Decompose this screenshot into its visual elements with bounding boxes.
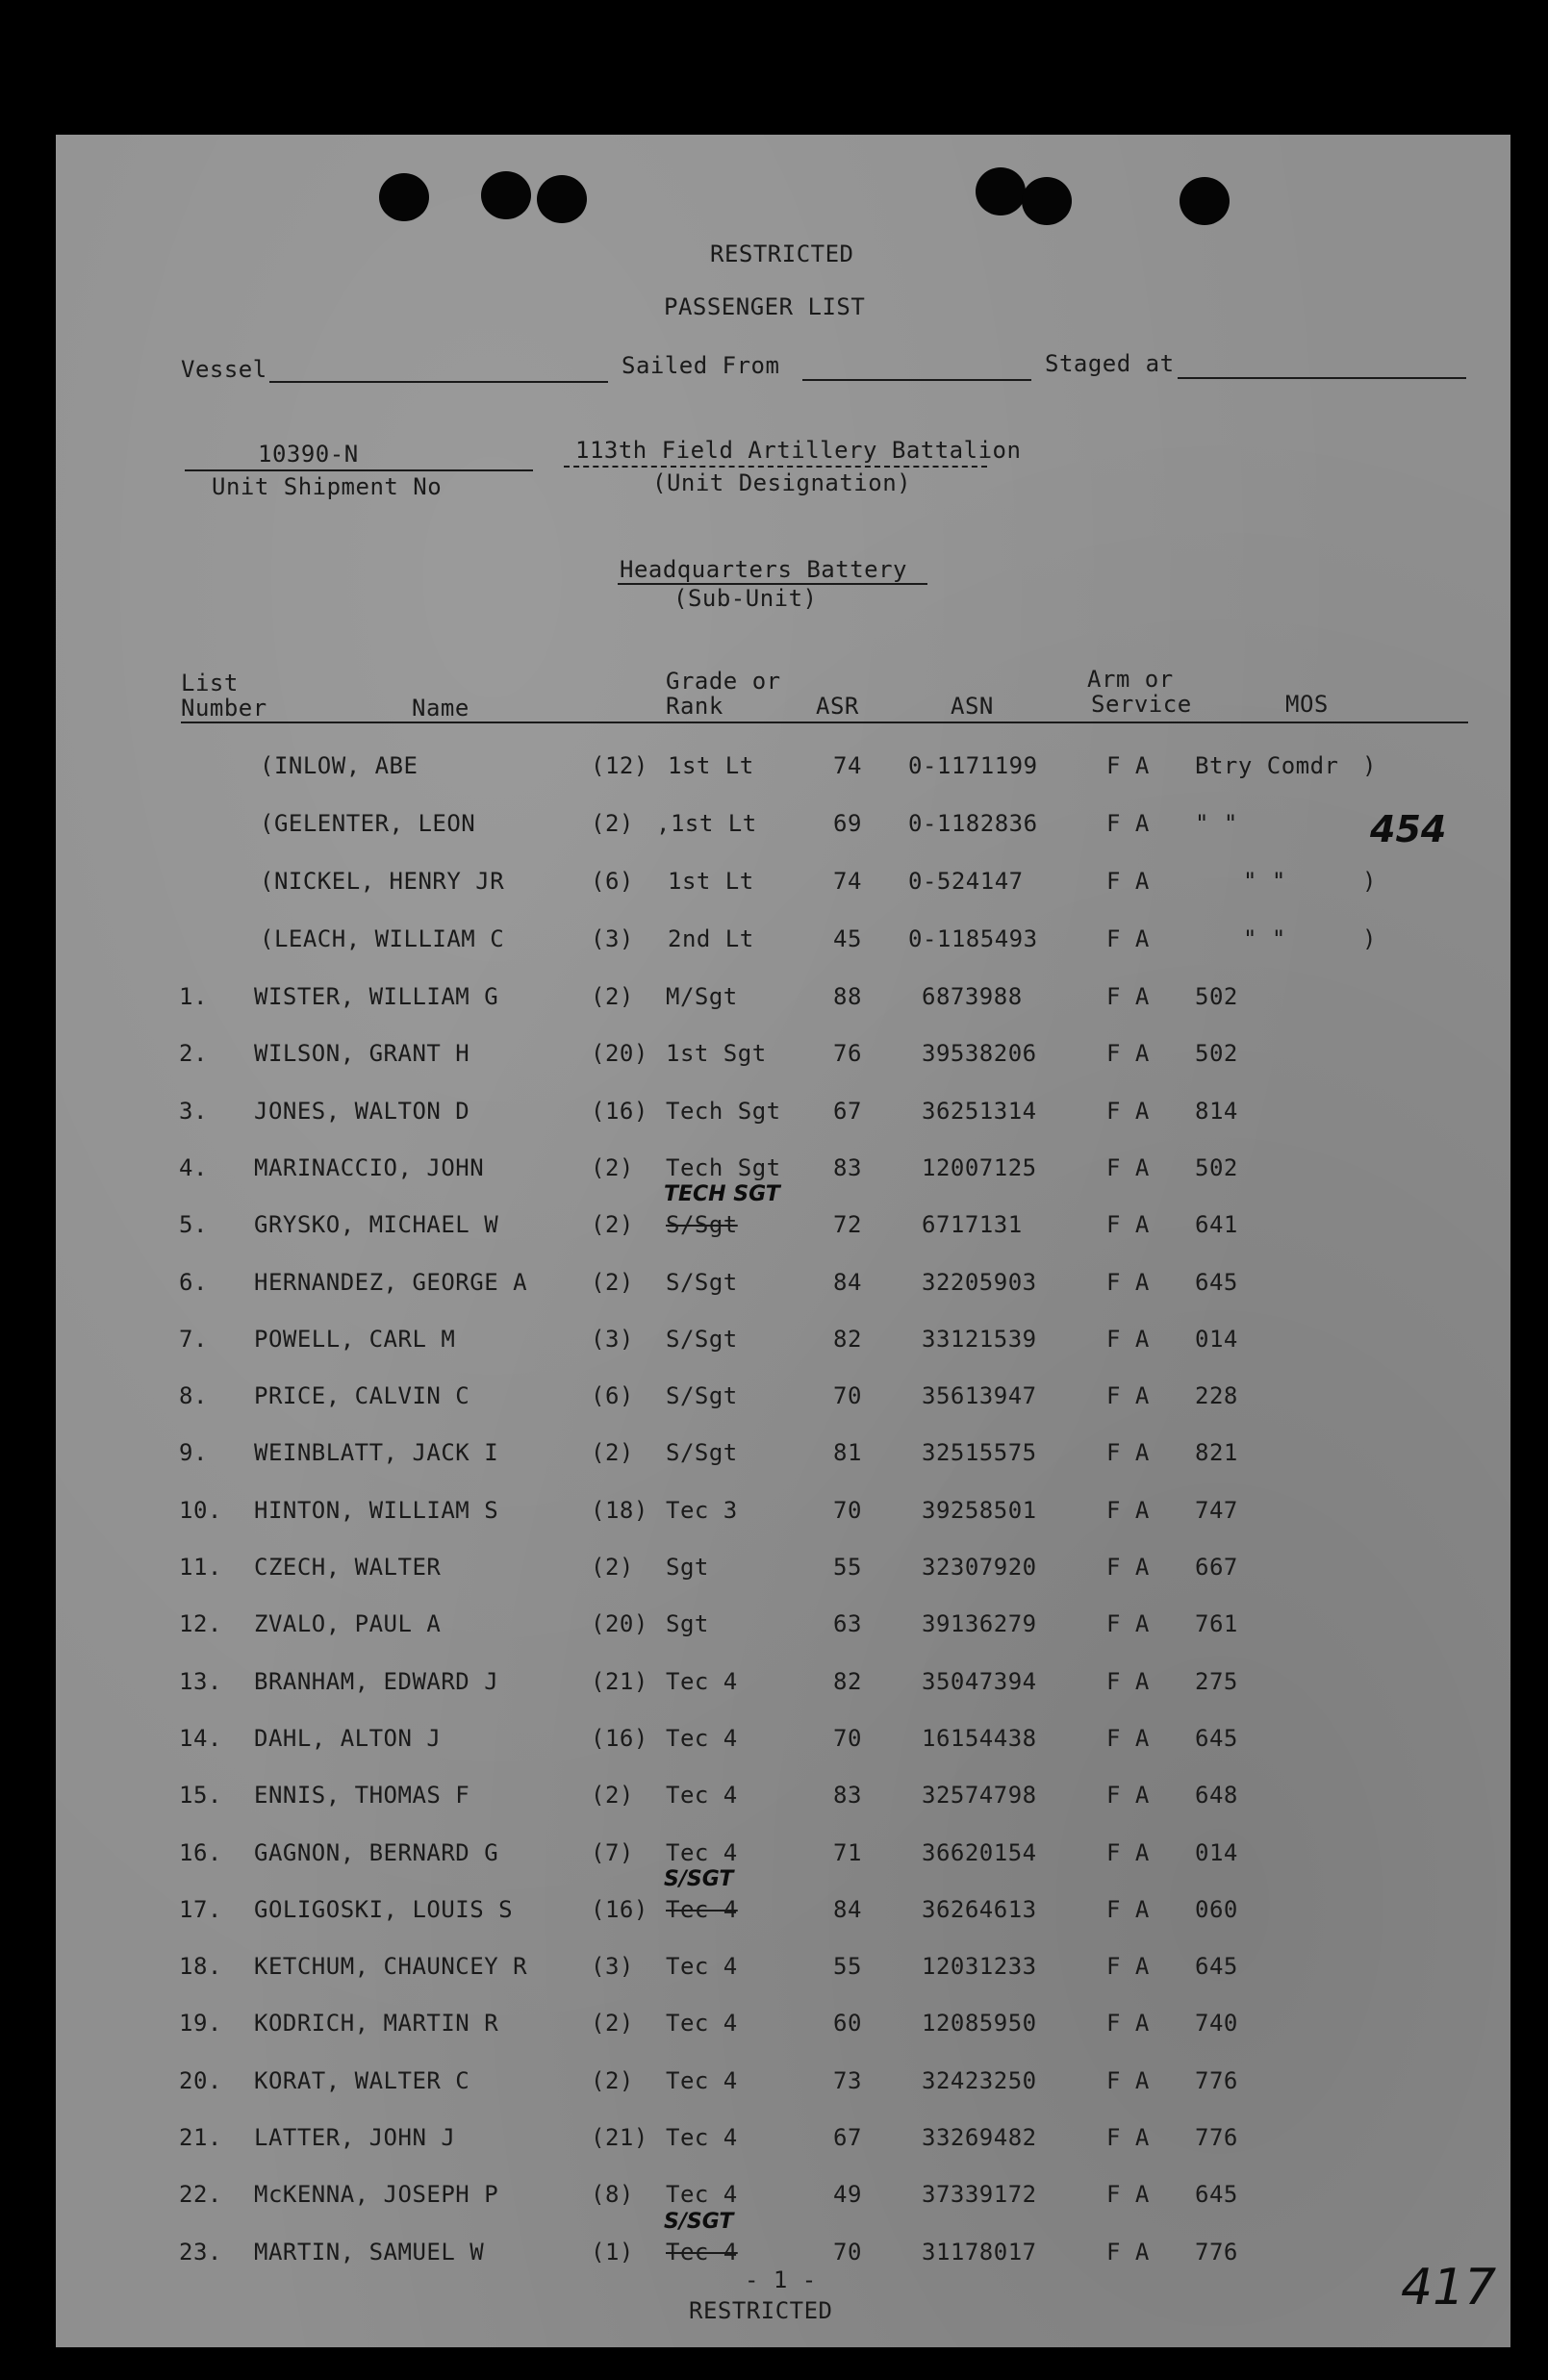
row-asn: 36251314 (922, 1098, 1037, 1125)
row-arm: F A (1106, 1154, 1150, 1181)
row-asr: 88 (833, 983, 862, 1010)
officer-arm: F A (1106, 925, 1150, 952)
unit-shipment-number: 10390-N (258, 441, 359, 468)
officer-asn: 0-1182836 (908, 810, 1038, 837)
officer-code: (3) (591, 925, 634, 952)
grade-correction: S/SGT (664, 1867, 734, 1891)
row-arm: F A (1106, 2181, 1150, 2208)
row-asr: 83 (833, 1154, 862, 1181)
row-name: KETCHUM, CHAUNCEY R (254, 1953, 528, 1980)
officer-grade: ,1st Lt (656, 810, 757, 837)
row-asr: 70 (833, 1725, 862, 1752)
row-number: 12. (179, 1610, 222, 1637)
row-arm: F A (1106, 1326, 1150, 1353)
row-name: BRANHAM, EDWARD J (254, 1668, 499, 1695)
row-arm: F A (1106, 1382, 1150, 1409)
row-name: PRICE, CALVIN C (254, 1382, 470, 1409)
row-mos: 060 (1195, 1896, 1238, 1923)
officer-code: (12) (591, 752, 648, 779)
row-name: GAGNON, BERNARD G (254, 1839, 499, 1866)
row-mos: 740 (1195, 2010, 1238, 2037)
row-asr: 70 (833, 2239, 862, 2266)
row-mos: 821 (1195, 1439, 1238, 1466)
row-name: KORAT, WALTER C (254, 2067, 470, 2094)
row-number: 4. (179, 1154, 208, 1181)
row-mos: 645 (1195, 1953, 1238, 1980)
col-asn: ASN (951, 693, 994, 720)
row-asr: 84 (833, 1896, 862, 1923)
row-number: 15. (179, 1782, 222, 1809)
col-grade: Grade or (666, 668, 781, 695)
row-asr: 67 (833, 1098, 862, 1125)
row-number: 11. (179, 1554, 222, 1581)
row-mos: 502 (1195, 983, 1238, 1010)
row-grade: S/Sgt (666, 1211, 738, 1238)
row-asn: 35047394 (922, 1668, 1037, 1695)
row-name: WEINBLATT, JACK I (254, 1439, 499, 1466)
row-code: (2) (591, 983, 634, 1010)
unit-shipment-caption: Unit Shipment No (212, 473, 443, 500)
page-number: - 1 - (745, 2266, 817, 2293)
row-arm: F A (1106, 1782, 1150, 1809)
officer-asr: 69 (833, 810, 862, 837)
officer-code: (2) (591, 810, 634, 837)
row-asr: 70 (833, 1497, 862, 1524)
row-asn: 32307920 (922, 1554, 1037, 1581)
row-grade: Tec 4 (666, 2010, 738, 2037)
page-stamp: 417 (1401, 2259, 1497, 2317)
row-mos: 776 (1195, 2067, 1238, 2094)
row-arm: F A (1106, 1554, 1150, 1581)
row-code: (20) (591, 1040, 648, 1067)
punch-hole (976, 167, 1026, 215)
row-number: 9. (179, 1439, 208, 1466)
staged-at-label: Staged at (1045, 350, 1175, 377)
vessel-label: Vessel (181, 356, 267, 383)
row-code: (7) (591, 1839, 634, 1866)
officer-arm: F A (1106, 752, 1150, 779)
row-grade: Tec 4 (666, 1725, 738, 1752)
row-arm: F A (1106, 2010, 1150, 2037)
row-arm: F A (1106, 1439, 1150, 1466)
row-number: 16. (179, 1839, 222, 1866)
row-name: MARTIN, SAMUEL W (254, 2239, 485, 2266)
row-grade: S/Sgt (666, 1382, 738, 1409)
row-asn: 6717131 (922, 1211, 1023, 1238)
punch-hole (537, 175, 587, 223)
row-code: (20) (591, 1610, 648, 1637)
row-asr: 71 (833, 1839, 862, 1866)
col-grade-2: Rank (666, 693, 723, 720)
row-number: 7. (179, 1326, 208, 1353)
row-number: 17. (179, 1896, 222, 1923)
row-code: (2) (591, 1782, 634, 1809)
officer-arm: F A (1106, 810, 1150, 837)
officer-grade: 1st Lt (668, 868, 754, 895)
row-asr: 55 (833, 1953, 862, 1980)
row-grade: Tech Sgt (666, 1154, 781, 1181)
row-grade: S/Sgt (666, 1269, 738, 1296)
row-arm: F A (1106, 1953, 1150, 1980)
row-grade: Sgt (666, 1554, 709, 1581)
row-number: 6. (179, 1269, 208, 1296)
col-arm: Arm or (1087, 666, 1174, 693)
officer-grade: 2nd Lt (668, 925, 754, 952)
row-grade: Tec 4 (666, 2067, 738, 2094)
row-asr: 63 (833, 1610, 862, 1637)
row-arm: F A (1106, 1839, 1150, 1866)
row-code: (2) (591, 2010, 634, 2037)
officer-code: (6) (591, 868, 634, 895)
sailed-from-line (802, 379, 1031, 381)
row-asr: 84 (833, 1269, 862, 1296)
officer-name: (LEACH, WILLIAM C (260, 925, 505, 952)
row-code: (21) (591, 2124, 648, 2151)
row-name: JONES, WALTON D (254, 1098, 470, 1125)
col-list-number: List (181, 670, 239, 696)
officer-asr: 74 (833, 868, 862, 895)
unit-line (564, 466, 987, 468)
row-mos: 667 (1195, 1554, 1238, 1581)
row-grade: S/Sgt (666, 1326, 738, 1353)
col-name: Name (412, 695, 469, 722)
row-arm: F A (1106, 2239, 1150, 2266)
row-name: ENNIS, THOMAS F (254, 1782, 470, 1809)
row-number: 3. (179, 1098, 208, 1125)
row-number: 21. (179, 2124, 222, 2151)
row-number: 1. (179, 983, 208, 1010)
row-grade: Sgt (666, 1610, 709, 1637)
row-asn: 33121539 (922, 1326, 1037, 1353)
row-arm: F A (1106, 1269, 1150, 1296)
row-number: 5. (179, 1211, 208, 1238)
row-grade: Tec 4 (666, 1839, 738, 1866)
row-arm: F A (1106, 1098, 1150, 1125)
row-mos: 275 (1195, 1668, 1238, 1695)
row-mos: 502 (1195, 1154, 1238, 1181)
row-asn: 36620154 (922, 1839, 1037, 1866)
row-name: HERNANDEZ, GEORGE A (254, 1269, 528, 1296)
row-asn: 16154438 (922, 1725, 1037, 1752)
row-mos: 645 (1195, 1269, 1238, 1296)
document-page (56, 135, 1510, 2347)
row-mos: 641 (1195, 1211, 1238, 1238)
row-grade: Tec 4 (666, 1896, 738, 1923)
col-mos: MOS (1285, 691, 1329, 718)
punch-hole (481, 171, 531, 219)
row-code: (2) (591, 1439, 634, 1466)
row-grade: Tec 4 (666, 2124, 738, 2151)
officer-count-note: 454 (1370, 808, 1447, 850)
row-number: 10. (179, 1497, 222, 1524)
row-number: 19. (179, 2010, 222, 2037)
row-grade: Tec 4 (666, 2239, 738, 2266)
officer-name: (NICKEL, HENRY JR (260, 868, 505, 895)
officer-grade: 1st Lt (668, 752, 754, 779)
row-grade: Tec 4 (666, 2181, 738, 2208)
row-asr: 82 (833, 1668, 862, 1695)
sub-unit: Headquarters Battery (620, 556, 907, 583)
column-header-line (181, 722, 1468, 723)
officer-bracket: ) (1362, 925, 1377, 952)
row-name: GOLIGOSKI, LOUIS S (254, 1896, 514, 1923)
row-asn: 12085950 (922, 2010, 1037, 2037)
row-code: (1) (591, 2239, 634, 2266)
row-number: 2. (179, 1040, 208, 1067)
unit-designation-caption: (Unit Designation) (652, 469, 912, 496)
row-mos: 747 (1195, 1497, 1238, 1524)
row-mos: 502 (1195, 1040, 1238, 1067)
row-mos: 776 (1195, 2124, 1238, 2151)
row-name: ZVALO, PAUL A (254, 1610, 442, 1637)
officer-asn: 0-1171199 (908, 752, 1038, 779)
row-name: WISTER, WILLIAM G (254, 983, 499, 1010)
row-arm: F A (1106, 983, 1150, 1010)
staged-at-line (1178, 377, 1466, 379)
officer-mos: Btry Comdr (1195, 752, 1339, 779)
row-asr: 49 (833, 2181, 862, 2208)
row-asn: 32515575 (922, 1439, 1037, 1466)
row-code: (2) (591, 1211, 634, 1238)
row-number: 8. (179, 1382, 208, 1409)
row-code: (16) (591, 1725, 648, 1752)
row-code: (2) (591, 1154, 634, 1181)
grade-correction: S/SGT (664, 2210, 734, 2234)
row-grade: S/Sgt (666, 1439, 738, 1466)
row-asn: 32205903 (922, 1269, 1037, 1296)
row-mos: 014 (1195, 1839, 1238, 1866)
officer-asn: 0-524147 (908, 868, 1024, 895)
officer-name: (INLOW, ABE (260, 752, 419, 779)
row-grade: 1st Sgt (666, 1040, 767, 1067)
row-asn: 31178017 (922, 2239, 1037, 2266)
row-asr: 67 (833, 2124, 862, 2151)
sub-unit-caption: (Sub-Unit) (673, 585, 818, 612)
row-mos: 648 (1195, 1782, 1238, 1809)
row-name: HINTON, WILLIAM S (254, 1497, 499, 1524)
row-number: 23. (179, 2239, 222, 2266)
row-arm: F A (1106, 1725, 1150, 1752)
row-mos: 014 (1195, 1326, 1238, 1353)
row-arm: F A (1106, 2124, 1150, 2151)
row-name: KODRICH, MARTIN R (254, 2010, 499, 2037)
row-asn: 36264613 (922, 1896, 1037, 1923)
row-asn: 35613947 (922, 1382, 1037, 1409)
officer-mos: " " (1243, 925, 1286, 952)
row-name: WILSON, GRANT H (254, 1040, 470, 1067)
row-number: 22. (179, 2181, 222, 2208)
officer-bracket: ) (1362, 752, 1377, 779)
row-code: (2) (591, 1554, 634, 1581)
officer-asr: 45 (833, 925, 862, 952)
row-arm: F A (1106, 1211, 1150, 1238)
row-arm: F A (1106, 2067, 1150, 2094)
row-grade: Tec 4 (666, 1668, 738, 1695)
officer-asn: 0-1185493 (908, 925, 1038, 952)
row-code: (21) (591, 1668, 648, 1695)
row-code: (16) (591, 1098, 648, 1125)
row-mos: 645 (1195, 1725, 1238, 1752)
punch-hole (379, 173, 429, 221)
row-asn: 12031233 (922, 1953, 1037, 1980)
officer-bracket: ) (1362, 868, 1377, 895)
unit-designation: 113th Field Artillery Battalion (575, 437, 1022, 464)
row-arm: F A (1106, 1610, 1150, 1637)
row-asr: 72 (833, 1211, 862, 1238)
restricted-header: RESTRICTED (710, 241, 854, 267)
row-number: 18. (179, 1953, 222, 1980)
restricted-footer: RESTRICTED (689, 2297, 833, 2324)
row-arm: F A (1106, 1497, 1150, 1524)
row-name: GRYSKO, MICHAEL W (254, 1211, 499, 1238)
document-title: PASSENGER LIST (664, 293, 866, 320)
row-mos: 776 (1195, 2239, 1238, 2266)
row-code: (16) (591, 1896, 648, 1923)
officer-mos: " " (1195, 810, 1238, 837)
grade-correction: TECH SGT (664, 1182, 780, 1206)
row-mos: 814 (1195, 1098, 1238, 1125)
row-mos: 761 (1195, 1610, 1238, 1637)
row-arm: F A (1106, 1668, 1150, 1695)
row-code: (8) (591, 2181, 634, 2208)
row-grade: Tec 4 (666, 1782, 738, 1809)
sailed-from-label: Sailed From (622, 352, 780, 379)
row-asr: 81 (833, 1439, 862, 1466)
row-asn: 37339172 (922, 2181, 1037, 2208)
row-asr: 82 (833, 1326, 862, 1353)
row-number: 13. (179, 1668, 222, 1695)
row-asn: 12007125 (922, 1154, 1037, 1181)
row-code: (18) (591, 1497, 648, 1524)
row-asr: 70 (833, 1382, 862, 1409)
row-mos: 228 (1195, 1382, 1238, 1409)
row-asn: 39538206 (922, 1040, 1037, 1067)
row-name: DAHL, ALTON J (254, 1725, 442, 1752)
row-asr: 73 (833, 2067, 862, 2094)
col-asr: ASR (816, 693, 859, 720)
officer-arm: F A (1106, 868, 1150, 895)
row-grade: Tec 4 (666, 1953, 738, 1980)
row-asn: 39258501 (922, 1497, 1037, 1524)
row-arm: F A (1106, 1040, 1150, 1067)
row-name: MARINACCIO, JOHN (254, 1154, 485, 1181)
row-asr: 55 (833, 1554, 862, 1581)
row-name: McKENNA, JOSEPH P (254, 2181, 499, 2208)
row-arm: F A (1106, 1896, 1150, 1923)
row-code: (3) (591, 1326, 634, 1353)
row-name: CZECH, WALTER (254, 1554, 442, 1581)
officer-name: (GELENTER, LEON (260, 810, 476, 837)
punch-hole (1180, 177, 1230, 225)
row-grade: M/Sgt (666, 983, 738, 1010)
row-asr: 83 (833, 1782, 862, 1809)
row-mos: 645 (1195, 2181, 1238, 2208)
col-list-number-2: Number (181, 695, 267, 722)
row-number: 20. (179, 2067, 222, 2094)
row-grade: Tec 3 (666, 1497, 738, 1524)
row-asn: 6873988 (922, 983, 1023, 1010)
row-code: (3) (591, 1953, 634, 1980)
row-asr: 76 (833, 1040, 862, 1067)
row-name: POWELL, CARL M (254, 1326, 456, 1353)
row-asn: 32423250 (922, 2067, 1037, 2094)
row-code: (6) (591, 1382, 634, 1409)
row-name: LATTER, JOHN J (254, 2124, 456, 2151)
row-number: 14. (179, 1725, 222, 1752)
row-code: (2) (591, 2067, 634, 2094)
row-asn: 32574798 (922, 1782, 1037, 1809)
row-asr: 60 (833, 2010, 862, 2037)
row-asn: 33269482 (922, 2124, 1037, 2151)
row-asn: 39136279 (922, 1610, 1037, 1637)
officer-mos: " " (1243, 868, 1286, 895)
punch-hole (1022, 177, 1072, 225)
row-code: (2) (591, 1269, 634, 1296)
officer-asr: 74 (833, 752, 862, 779)
shipment-line (185, 469, 533, 471)
row-grade: Tech Sgt (666, 1098, 781, 1125)
col-arm-2: Service (1091, 691, 1192, 718)
vessel-line (269, 381, 608, 383)
